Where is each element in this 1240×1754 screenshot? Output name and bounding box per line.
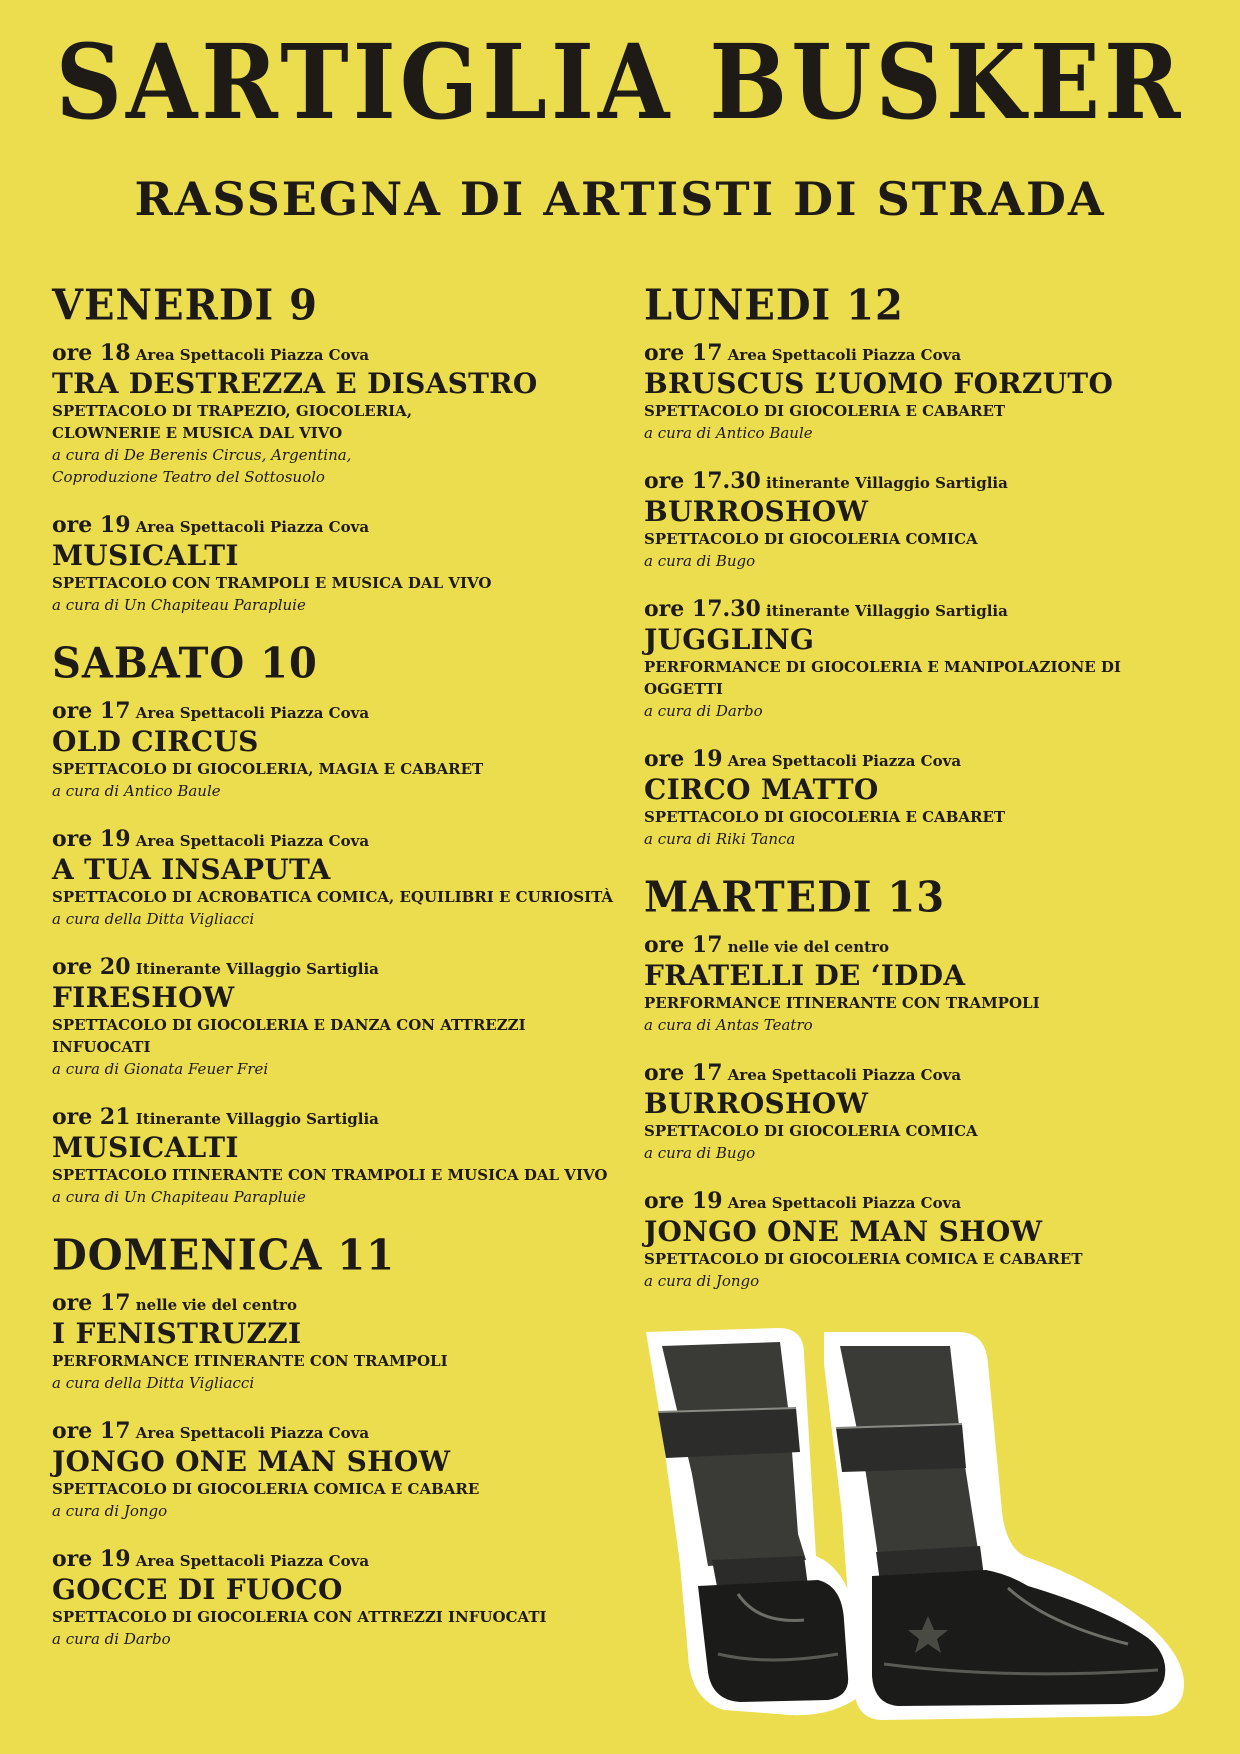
event-hour: ore 17 (52, 1290, 131, 1316)
day-heading: MARTEDI 13 (644, 872, 946, 923)
event-credit: a cura di De Berenis Circus, Argentina, (52, 446, 352, 464)
event-description: SPETTACOLO DI GIOCOLERIA E DANZA CON ATTREZZI INFUOCATI (52, 1016, 526, 1056)
boots-icon (628, 1324, 1206, 1724)
event-credit: a cura di Darbo (644, 702, 763, 720)
event-hour: ore 17 (52, 1418, 131, 1444)
event-time (52, 698, 622, 726)
event-name: JUGGLING (644, 623, 815, 656)
event-credit: a cura di Bugo (644, 1144, 756, 1162)
event-hour: ore 19 (52, 826, 131, 852)
event-description: PERFORMANCE ITINERANTE CON TRAMPOLI (644, 994, 1040, 1012)
day-sabato (52, 640, 622, 1208)
event-hour: ore 20 (52, 954, 131, 980)
event-time (52, 1104, 622, 1132)
day-martedi (644, 874, 1204, 1292)
event-hour: ore 18 (52, 340, 131, 366)
event-name: I FENISTRUZZI (52, 1317, 302, 1350)
day-heading: VENERDI 9 (52, 280, 318, 331)
event-time (644, 596, 1204, 624)
day-venerdi (52, 282, 622, 616)
event-name: OLD CIRCUS (52, 725, 259, 758)
event-time (644, 468, 1204, 496)
event-place: Area Spettacoli Piazza Cova (727, 1066, 962, 1084)
event-item (644, 596, 1204, 722)
event-time (644, 340, 1204, 368)
event-item (644, 1060, 1204, 1164)
event-description: SPETTACOLO DI TRAPEZIO, GIOCOLERIA, (52, 402, 413, 420)
event-time (52, 340, 622, 368)
event-name: JONGO ONE MAN SHOW (644, 1215, 1043, 1248)
event-description: SPETTACOLO CON TRAMPOLI E MUSICA DAL VIVO (52, 574, 492, 592)
event-credit: a cura della Ditta Vigliacci (52, 910, 255, 928)
event-time (52, 1290, 622, 1318)
event-place: itinerante Villaggio Sartiglia (766, 474, 1008, 492)
event-time (644, 746, 1204, 774)
event-place: Area Spettacoli Piazza Cova (135, 346, 370, 364)
event-item (644, 468, 1204, 572)
day-domenica (52, 1232, 622, 1650)
event-credit: a cura di Bugo (644, 552, 756, 570)
event-hour: ore 17 (52, 698, 131, 724)
event-name: BURROSHOW (644, 1087, 869, 1120)
poster-subtitle: RASSEGNA DI ARTISTI DI STRADA (134, 172, 1106, 226)
event-credit: a cura di Antico Baule (52, 782, 221, 800)
event-place: Area Spettacoli Piazza Cova (135, 704, 370, 722)
event-time (52, 512, 622, 540)
event-credit: a cura della Ditta Vigliacci (52, 1374, 255, 1392)
event-description: SPETTACOLO DI GIOCOLERIA COMICA (644, 1122, 978, 1140)
event-time (52, 954, 622, 982)
day-heading: SABATO 10 (52, 638, 318, 689)
event-name: FIRESHOW (52, 981, 235, 1014)
event-place: Area Spettacoli Piazza Cova (135, 518, 370, 536)
day-lunedi (644, 282, 1204, 850)
poster-title: SARTIGLIA BUSKER (55, 21, 1185, 143)
event-description: SPETTACOLO DI GIOCOLERIA CON ATTREZZI INFUOCATI (52, 1608, 547, 1626)
left-column (52, 282, 622, 1674)
event-name: JONGO ONE MAN SHOW (52, 1445, 451, 1478)
event-credit: a cura di Antico Baule (644, 424, 813, 442)
event-place: Area Spettacoli Piazza Cova (135, 1552, 370, 1570)
event-description: SPETTACOLO DI GIOCOLERIA E CABARET (644, 808, 1006, 826)
event-name: FRATELLI DE ‘IDDA (644, 959, 966, 992)
event-item (52, 1546, 622, 1650)
event-hour: ore 19 (52, 512, 131, 538)
event-item (52, 512, 622, 616)
event-item (644, 340, 1204, 444)
event-description: SPETTACOLO DI GIOCOLERIA COMICA E CABARET (644, 1250, 1083, 1268)
event-credit: a cura di Gionata Feuer Frei (52, 1060, 269, 1078)
event-description: SPETTACOLO ITINERANTE CON TRAMPOLI E MUSICA DAL VIVO (52, 1166, 608, 1184)
event-place: Area Spettacoli Piazza Cova (727, 346, 962, 364)
event-item (52, 340, 622, 488)
event-name: CIRCO MATTO (644, 773, 879, 806)
event-hour: ore 17 (644, 340, 723, 366)
event-description: PERFORMANCE ITINERANTE CON TRAMPOLI (52, 1352, 448, 1370)
event-item (52, 698, 622, 802)
event-place: itinerante Villaggio Sartiglia (766, 602, 1008, 620)
event-description: SPETTACOLO DI GIOCOLERIA E CABARET (644, 402, 1006, 420)
event-credit: a cura di Antas Teatro (644, 1016, 813, 1034)
event-item (52, 1290, 622, 1394)
event-place: Area Spettacoli Piazza Cova (727, 1194, 962, 1212)
event-hour: ore 19 (644, 746, 723, 772)
event-hour: ore 19 (644, 1188, 723, 1214)
day-heading: DOMENICA 11 (52, 1230, 396, 1281)
event-place: nelle vie del centro (727, 938, 889, 956)
event-name: MUSICALTI (52, 539, 239, 572)
event-hour: ore 17 (644, 1060, 723, 1086)
event-name: BURROSHOW (644, 495, 869, 528)
event-name: BRUSCUS L’UOMO FORZUTO (644, 367, 1114, 400)
event-description: SPETTACOLO DI GIOCOLERIA COMICA E CABARE (52, 1480, 480, 1498)
event-name: TRA DESTREZZA E DISASTRO (52, 367, 538, 400)
event-item (52, 954, 622, 1080)
event-time (52, 826, 622, 854)
event-name: A TUA INSAPUTA (52, 853, 331, 886)
event-description: SPETTACOLO DI GIOCOLERIA COMICA (644, 530, 978, 548)
right-column (644, 282, 1204, 1316)
event-credit: a cura di Jongo (52, 1502, 168, 1520)
event-place: Area Spettacoli Piazza Cova (727, 752, 962, 770)
event-hour: ore 17.30 (644, 596, 761, 622)
event-place: nelle vie del centro (135, 1296, 297, 1314)
event-time (644, 932, 1204, 960)
event-time (644, 1060, 1204, 1088)
event-place: Area Spettacoli Piazza Cova (135, 1424, 370, 1442)
event-name: MUSICALTI (52, 1131, 239, 1164)
event-description: PERFORMANCE DI GIOCOLERIA E MANIPOLAZIONE DI OGGETTI (644, 658, 1121, 698)
event-description: CLOWNERIE E MUSICA DAL VIVO (52, 424, 343, 442)
event-name: GOCCE DI FUOCO (52, 1573, 343, 1606)
event-item (52, 1418, 622, 1522)
event-description: SPETTACOLO DI ACROBATICA COMICA, EQUILIBRI E CURIOSITÀ (52, 888, 614, 906)
day-heading: LUNEDI 12 (644, 280, 904, 331)
event-hour: ore 19 (52, 1546, 131, 1572)
event-time (644, 1188, 1204, 1216)
event-item (644, 1188, 1204, 1292)
event-hour: ore 21 (52, 1104, 131, 1130)
event-place: Itinerante Villaggio Sartiglia (135, 960, 379, 978)
event-hour: ore 17 (644, 932, 723, 958)
event-credit: a cura di Un Chapiteau Parapluie (52, 596, 306, 614)
event-place: Itinerante Villaggio Sartiglia (135, 1110, 379, 1128)
event-credit: a cura di Darbo (52, 1630, 171, 1648)
event-place: Area Spettacoli Piazza Cova (135, 832, 370, 850)
event-time (52, 1546, 622, 1574)
event-item (52, 1104, 622, 1208)
event-description: SPETTACOLO DI GIOCOLERIA, MAGIA E CABARET (52, 760, 484, 778)
event-credit: Coproduzione Teatro del Sottosuolo (52, 468, 325, 486)
event-credit: a cura di Un Chapiteau Parapluie (52, 1188, 306, 1206)
event-item (52, 826, 622, 930)
event-item (644, 746, 1204, 850)
event-credit: a cura di Riki Tanca (644, 830, 796, 848)
event-time (52, 1418, 622, 1446)
event-credit: a cura di Jongo (644, 1272, 760, 1290)
event-item (644, 932, 1204, 1036)
event-hour: ore 17.30 (644, 468, 761, 494)
